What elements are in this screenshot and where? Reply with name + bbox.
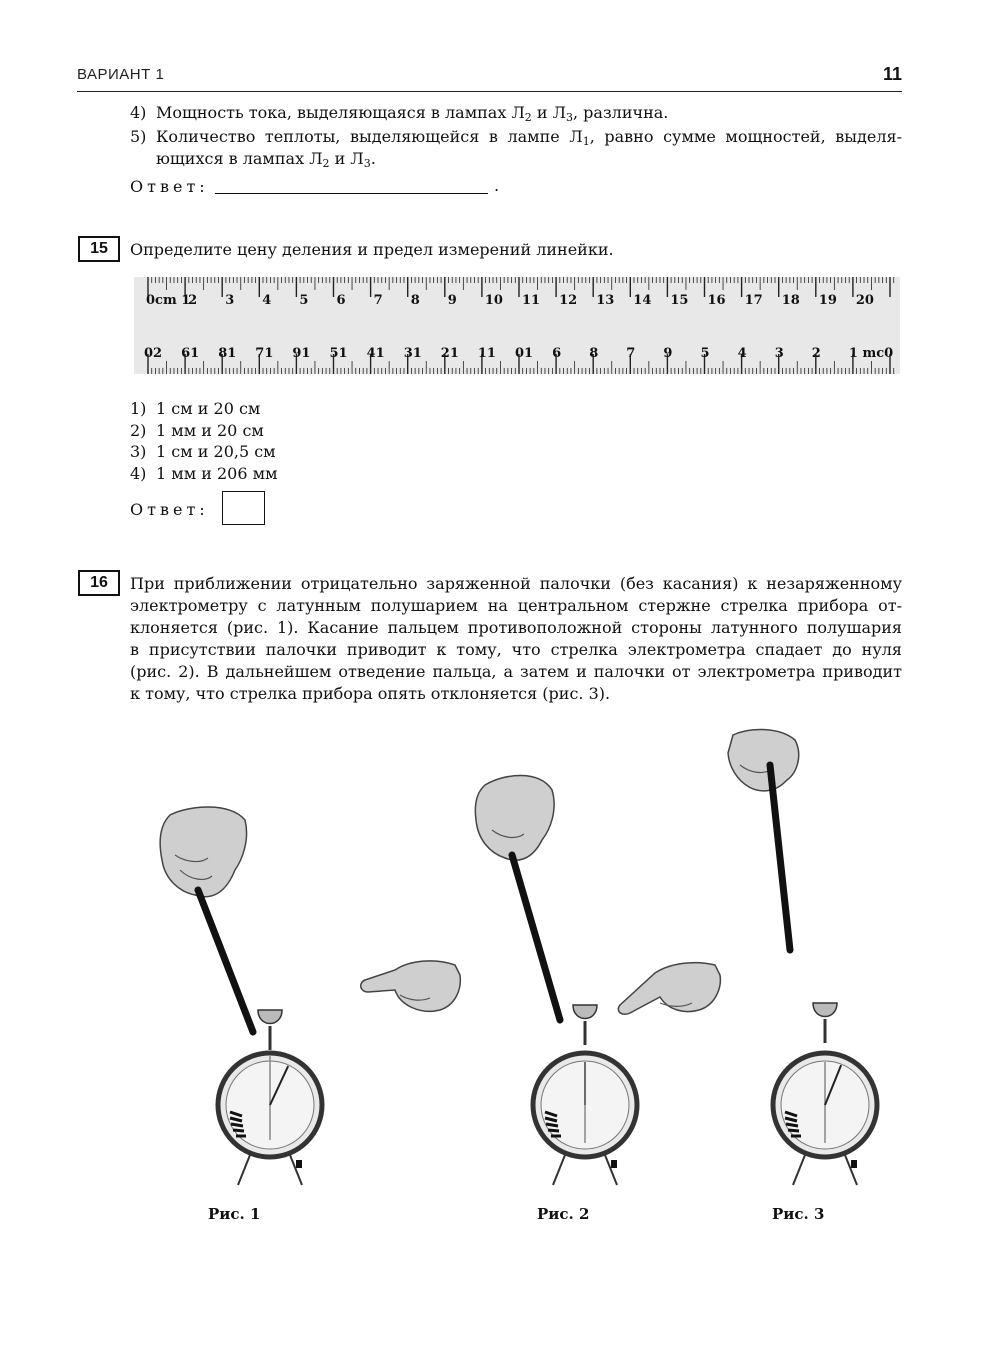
figure-3 xyxy=(725,725,900,1190)
ruler-bottom-label: 31 xyxy=(403,346,422,361)
ruler-top-label: 18 xyxy=(781,293,800,308)
ruler-top-label: 3 xyxy=(225,293,235,308)
ruler-bottom-label: 1 mc0 xyxy=(848,346,894,361)
q15-option-2[interactable]: 2) 1 мм и 20 см xyxy=(130,421,264,440)
ruler-bottom-label: 71 xyxy=(255,346,274,361)
ruler-top-label: 8 xyxy=(410,293,420,308)
electrometer-icon xyxy=(218,1010,322,1185)
figure-3-caption: Рис. 3 xyxy=(772,1205,825,1223)
ruler-bottom-label: 2 xyxy=(811,346,821,361)
prev-option-5-line1: 5) Количество теплоты, выделяющейся в лампе $Л_1$, равно сумме мощностей, выделя- xyxy=(130,127,902,148)
ruler-bottom-label: 81 xyxy=(218,346,237,361)
q15-answer-box[interactable] xyxy=(222,491,265,525)
figure-1-caption: Рис. 1 xyxy=(208,1205,261,1223)
ruler-top-label: 6 xyxy=(336,293,346,308)
ruler-bottom-label: 6 xyxy=(552,346,562,361)
ruler-bottom-label: 5 xyxy=(700,346,710,361)
prev-answer-dot: . xyxy=(494,176,500,195)
ruler-top-label: 12 xyxy=(559,293,578,308)
q16-line-1: При приближении отрицательно заряженной палочки (без касания) к незаряженному xyxy=(130,574,902,593)
ruler-top-label: 13 xyxy=(596,293,615,308)
electrometer-icon xyxy=(773,1003,877,1185)
ruler-bottom-label: 4 xyxy=(737,346,747,361)
ruler-image xyxy=(134,277,900,374)
q16-line-4: в присутствии палочки приводит к тому, что стрелка электрометра спадает до нуля xyxy=(130,640,902,659)
q16-line-3: клоняется (рис. 1). Касание пальцем противоположной стороны латунного полушария xyxy=(130,618,902,637)
hand-with-rod-icon xyxy=(160,807,253,1032)
figure-2-illustration xyxy=(470,765,730,1190)
variant-label: ВАРИАНТ 1 xyxy=(77,66,165,83)
electrometer-icon xyxy=(533,1005,637,1185)
pointing-hand-icon xyxy=(618,963,720,1015)
figure-2 xyxy=(470,765,730,1190)
q16-line-6: к тому, что стрелка прибора опять отклоняется (рис. 3). xyxy=(130,684,611,703)
prev-answer-field[interactable] xyxy=(215,193,488,194)
prev-option-4: 4) Мощность тока, выделяющаяся в лампах $Л_2$ и $Л_3$, различна. xyxy=(130,103,669,124)
question-15-number: 15 xyxy=(78,236,120,262)
ruler-top-label: 10 xyxy=(484,293,503,308)
ruler-bottom-label: 51 xyxy=(329,346,348,361)
q16-line-5: (рис. 2). В дальнейшем отведение пальца, а затем и палочки от электрометра приводит xyxy=(130,662,902,681)
ruler-bottom-label: 7 xyxy=(626,346,636,361)
ruler-top-label: 0cm 1 xyxy=(146,293,191,308)
ruler-top-label: 19 xyxy=(818,293,837,308)
ruler-bottom-label: 02 xyxy=(144,346,163,361)
figure-3-illustration xyxy=(725,725,900,1190)
pointing-hand-icon xyxy=(361,961,461,1011)
ruler-bottom-label: 21 xyxy=(440,346,459,361)
figure-1 xyxy=(150,800,470,1190)
ruler-top-label: 4 xyxy=(262,293,272,308)
ruler-bottom-label: 9 xyxy=(663,346,673,361)
ruler-svg xyxy=(134,277,900,374)
prev-answer-label: Ответ: xyxy=(130,177,209,196)
q15-answer-label: Ответ: xyxy=(130,500,209,519)
ruler-bottom-label: 91 xyxy=(292,346,311,361)
q15-option-1[interactable]: 1) 1 см и 20 см xyxy=(130,399,261,418)
ruler-top-label: 2 xyxy=(188,293,198,308)
ruler-top-label: 9 xyxy=(447,293,457,308)
ruler-top-label: 15 xyxy=(670,293,689,308)
prev-option-5 xyxy=(130,126,902,170)
page-number: 11 xyxy=(882,64,902,84)
figure-2-caption: Рис. 2 xyxy=(537,1205,590,1223)
ruler-bottom-label: 11 xyxy=(477,346,496,361)
ruler-bottom-label: 8 xyxy=(589,346,599,361)
question-15-text: Определите цену деления и предел измерений линейки. xyxy=(130,240,614,259)
ruler-top-label: 11 xyxy=(522,293,541,308)
ruler-top-label: 16 xyxy=(707,293,726,308)
ruler-top-label: 17 xyxy=(744,293,763,308)
q15-option-4[interactable]: 4) 1 мм и 206 мм xyxy=(130,464,278,483)
ruler-bottom-label: 01 xyxy=(515,346,534,361)
ruler-top-label: 7 xyxy=(373,293,383,308)
ruler-top-label: 5 xyxy=(299,293,309,308)
question-16-text xyxy=(130,573,902,705)
q16-line-2: электрометру с латунным полушарием на центральном стержне стрелка прибора от- xyxy=(130,596,902,615)
ruler-bottom-label: 41 xyxy=(366,346,385,361)
ruler-bottom-labels xyxy=(144,346,893,361)
q15-option-3[interactable]: 3) 1 см и 20,5 см xyxy=(130,442,276,461)
ruler-top-label: 14 xyxy=(633,293,652,308)
prev-option-5-line2: ющихся в лампах $Л_2$ и $Л_3$. xyxy=(156,149,376,170)
ruler-bottom-label: 61 xyxy=(181,346,200,361)
header-divider xyxy=(77,91,902,92)
ruler-bottom-label: 3 xyxy=(774,346,784,361)
question-16-number: 16 xyxy=(78,570,120,596)
figure-1-illustration xyxy=(150,800,470,1190)
hand-with-rod-icon xyxy=(728,730,799,950)
ruler-top-label: 20 xyxy=(855,293,874,308)
hand-with-rod-icon xyxy=(475,775,560,1020)
